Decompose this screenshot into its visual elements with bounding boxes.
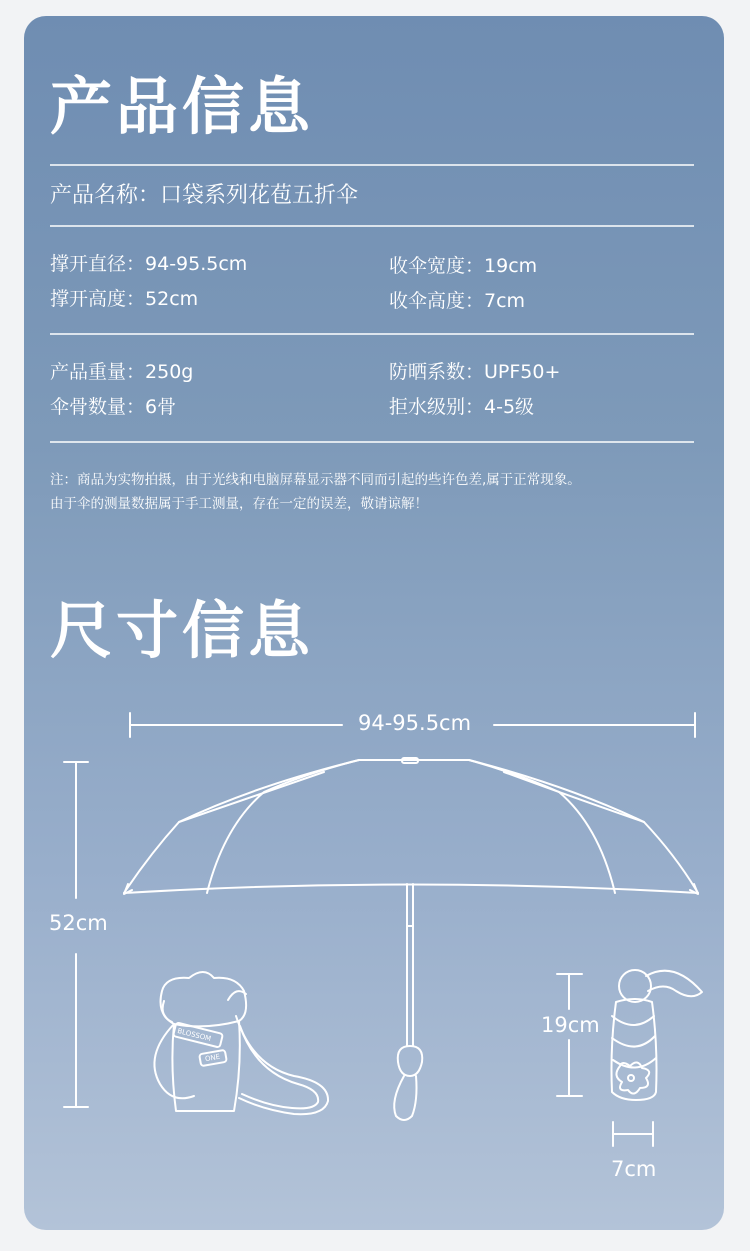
spec-open-diameter: 撑开直径：94-95.5cm [50, 253, 248, 275]
case-sticker-text-2: ONE [204, 1052, 221, 1064]
spec-folded-width: 收伞宽度：19cm [389, 255, 538, 277]
umbrella-illustration [24, 16, 724, 1230]
spec-upf: 防晒系数：UPF50+ [389, 361, 561, 383]
spec-folded-height: 收伞高度：7cm [389, 290, 526, 312]
folded-length-label: 19cm [541, 1013, 600, 1037]
open-height-label: 52cm [49, 911, 108, 935]
spec-water-repellency: 拒水级别：4-5级 [389, 396, 535, 418]
size-info-title: 尺寸信息 [50, 594, 315, 667]
spec-ribs: 伞骨数量：6骨 [50, 396, 177, 418]
case-sticker-text: BLOSSOM [176, 1026, 212, 1044]
open-diameter-label: 94-95.5cm [358, 711, 472, 735]
product-info-card [24, 16, 724, 1230]
spec-weight: 产品重量：250g [50, 361, 194, 383]
product-info-title: 产品信息 [50, 70, 315, 143]
folded-width-label: 7cm [611, 1157, 657, 1181]
spec-open-height: 撑开高度：52cm [50, 288, 199, 310]
note-line-2: 由于伞的测量数据属于手工测量，存在一定的误差，敬请谅解！ [50, 496, 428, 512]
product-name: 产品名称：口袋系列花苞五折伞 [50, 183, 359, 208]
note-line-1: 注：商品为实物拍摄，由于光线和电脑屏幕显示器不同而引起的些许色差,属于正常现象。 [50, 472, 581, 488]
